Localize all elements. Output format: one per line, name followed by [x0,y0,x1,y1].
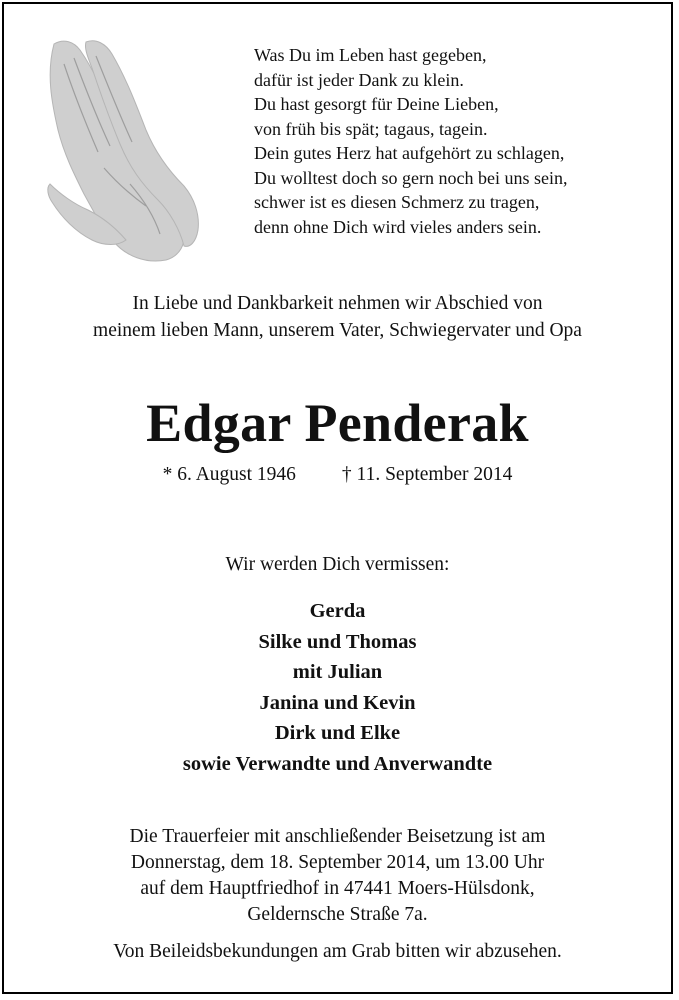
poem-line: Dein gutes Herz hat aufgehört zu schlagen, [254,143,565,163]
poem-line: Du wolltest doch so gern noch bei uns sein, [254,167,568,188]
service-line: Donnerstag, dem 18. September 2014, um 13.00 Uhr [130,852,545,873]
praying-hands-icon [34,34,204,264]
poem-line: Was Du im Leben hast gegeben, [254,45,487,65]
service-line: auf dem Hauptfriedhof in 47441 Moers-Hülsdonk, [140,878,535,899]
poem-line: dafür ist jeder Dank zu klein. [254,69,464,90]
service-line: Geldernsche Straße 7a. [247,904,428,925]
service-details [4,824,671,928]
service-line: Die Trauerfeier mit anschließender Beisetzung ist am [129,826,546,847]
intro-line: meinem lieben Mann, unserem Vater, Schwiegervater und Opa [93,320,582,341]
death-date: † 11. September 2014 [341,464,513,485]
poem [254,43,654,239]
mourners-list [4,596,671,779]
deceased-name: Edgar Penderak [146,393,529,453]
mourner: Silke und Thomas [258,630,417,653]
mourners-heading: Wir werden Dich vermissen: [225,554,450,575]
birth-date: * 6. August 1946 [162,464,296,485]
poem-line: Du hast gesorgt für Deine Lieben, [254,94,499,114]
poem-line: von früh bis spät; tagaus, tagein. [254,118,488,139]
mourner: Janina und Kevin [259,691,416,714]
intro-text [4,290,671,344]
poem-line: schwer ist es diesen Schmerz zu tragen, [254,192,540,212]
mourner: mit Julian [292,661,383,683]
mourner: sowie Verwandte und Anverwandte [182,752,493,775]
life-dates [4,462,671,488]
mourner: Gerda [309,600,366,622]
obituary-notice [2,2,673,994]
intro-line: In Liebe und Dankbarkeit nehmen wir Abschied von [132,293,543,314]
closing-note: Von Beileidsbekundungen am Grab bitten wir abzusehen. [113,941,562,962]
poem-line: denn ohne Dich wird vieles anders sein. [254,216,542,237]
mourner: Dirk und Elke [274,722,401,744]
